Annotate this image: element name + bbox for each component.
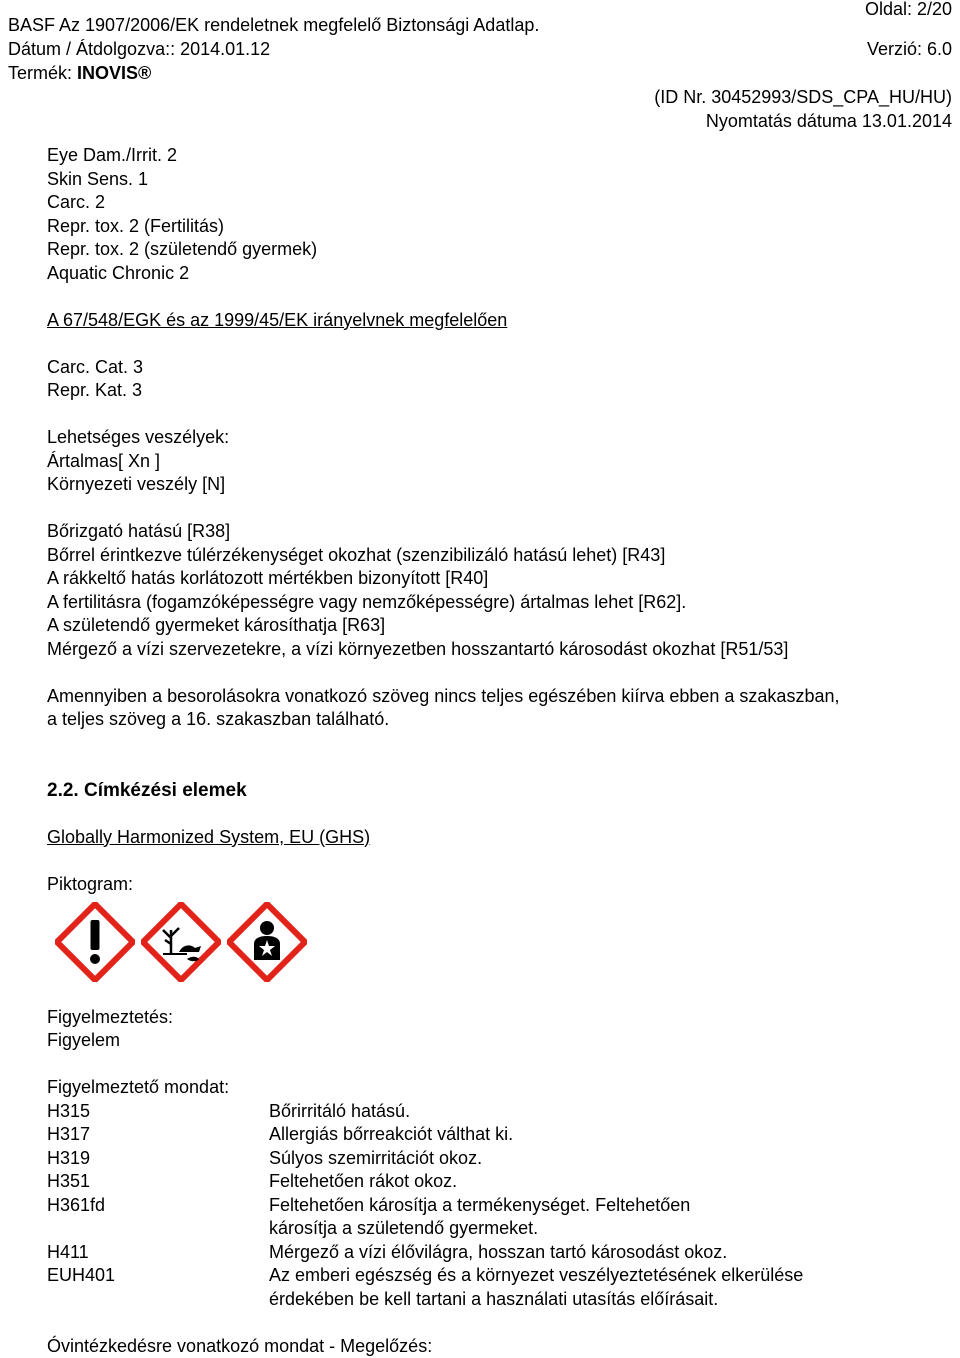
- exclamation-mark-icon: [55, 902, 135, 982]
- hstatement-row: [47, 1241, 947, 1265]
- category-item: Repr. Kat. 3: [47, 379, 947, 403]
- r-phrase: A fertilitásra (fogamzóképességre vagy nemzőképességre) ártalmas lehet [R62].: [47, 591, 947, 615]
- class-item: Repr. tox. 2 (születendő gyermek): [47, 238, 947, 262]
- hstatement-row: [47, 1147, 947, 1171]
- hstatement-text-cont: károsítja a születendő gyermeket.: [269, 1217, 947, 1241]
- hstatement-text: Allergiás bőrreakciót válthat ki.: [269, 1123, 947, 1147]
- section-title: 2.2. Címkézési elemek: [47, 779, 947, 803]
- ghs-class-list: [47, 144, 947, 285]
- pictogram-label: Piktogram:: [47, 873, 947, 897]
- hstatement-code: EUH401: [47, 1264, 269, 1311]
- hstatement-code: H319: [47, 1147, 269, 1171]
- hazards-heading: Lehetséges veszélyek:: [47, 426, 947, 450]
- signal-label: Figyelmeztetés:: [47, 1006, 947, 1030]
- product: [8, 62, 151, 86]
- hstatement-list: [47, 1100, 947, 1312]
- directive-heading: A 67/548/EGK és az 1999/45/EK irányelvnek megfelelően: [47, 309, 947, 333]
- hstatement-row: [47, 1264, 947, 1311]
- hazard-item: Ártalmas[ Xn ]: [47, 450, 947, 474]
- document-id: (ID Nr. 30452993/SDS_CPA_HU/HU): [654, 86, 952, 110]
- hstatement-text: Feltehetően rákot okoz.: [269, 1170, 947, 1194]
- class-item: Carc. 2: [47, 191, 947, 215]
- hstatement-row: [47, 1100, 947, 1124]
- hstatement-text: Mérgező a vízi élővilágra, hosszan tartó károsodást okoz.: [269, 1241, 947, 1265]
- class-item: Eye Dam./Irrit. 2: [47, 144, 947, 168]
- print-date: Nyomtatás dátuma 13.01.2014: [706, 110, 952, 134]
- category-item: Carc. Cat. 3: [47, 356, 947, 380]
- r-phrase: A születendő gyermeket károsíthatja [R63]: [47, 614, 947, 638]
- r-phrase: Bőrizgató hatású [R38]: [47, 520, 947, 544]
- hstatement-code: H315: [47, 1100, 269, 1124]
- hazard-item: Környezeti veszély [N]: [47, 473, 947, 497]
- class-item: Repr. tox. 2 (Fertilitás): [47, 215, 947, 239]
- hstatement-text: Az emberi egészség és a környezet veszélyeztetésének elkerülése: [269, 1264, 947, 1288]
- regulation-title: BASF Az 1907/2006/EK rendeletnek megfelelő Biztonsági Adatlap.: [8, 14, 539, 38]
- hstatement-text-block: [269, 1264, 947, 1311]
- hstatement-text: Súlyos szemirritációt okoz.: [269, 1147, 947, 1171]
- hstatement-code: H361fd: [47, 1194, 269, 1241]
- product-label: Termék:: [8, 63, 77, 83]
- hstatement-code: H317: [47, 1123, 269, 1147]
- precaution-label: Óvintézkedésre vonatkozó mondat - Megelőzés:: [47, 1335, 947, 1358]
- r-phrase: A rákkeltő hatás korlátozott mértékben bizonyított [R40]: [47, 567, 947, 591]
- r-phrase: Bőrrel érintkezve túlérzékenységet okozhat (szenzibilizáló hatású lehet) [R43]: [47, 544, 947, 568]
- hstatement-text-block: [269, 1194, 947, 1241]
- class-item: Skin Sens. 1: [47, 168, 947, 192]
- hstatement-code: H351: [47, 1170, 269, 1194]
- r-phrase: Mérgező a vízi szervezetekre, a vízi környezetben hosszantartó károsodást okozhat [R51/53]: [47, 638, 947, 662]
- revision-date: Dátum / Átdolgozva:: 2014.01.12: [8, 38, 270, 62]
- document-body: [47, 144, 947, 1358]
- hstatement-row: [47, 1170, 947, 1194]
- hstatement-code: H411: [47, 1241, 269, 1265]
- signal-word: Figyelem: [47, 1029, 947, 1053]
- note-line: a teljes szöveg a 16. szakaszban található.: [47, 708, 947, 732]
- note-line: Amennyiben a besorolásokra vonatkozó szöveg nincs teljes egészében kiírva ebben a szakaszban,: [47, 685, 947, 709]
- hstatements-label: Figyelmeztető mondat:: [47, 1076, 947, 1100]
- page-number: Oldal: 2/20: [865, 0, 952, 22]
- hstatement-row: [47, 1123, 947, 1147]
- hstatement-text: Feltehetően károsítja a termékenységet. Feltehetően: [269, 1194, 947, 1218]
- health-hazard-icon: [227, 902, 307, 982]
- product-name: INOVIS®: [77, 63, 151, 83]
- pictogram-row: [55, 902, 947, 982]
- version: Verzió: 6.0: [867, 38, 952, 62]
- environment-icon: [141, 902, 221, 982]
- page-header: [8, 0, 952, 134]
- hstatement-text: Bőrirritáló hatású.: [269, 1100, 947, 1124]
- ghs-heading: Globally Harmonized System, EU (GHS): [47, 826, 947, 850]
- hstatement-text-cont: érdekében be kell tartani a használati utasítás előírásait.: [269, 1288, 947, 1312]
- class-item: Aquatic Chronic 2: [47, 262, 947, 286]
- hstatement-row: [47, 1194, 947, 1241]
